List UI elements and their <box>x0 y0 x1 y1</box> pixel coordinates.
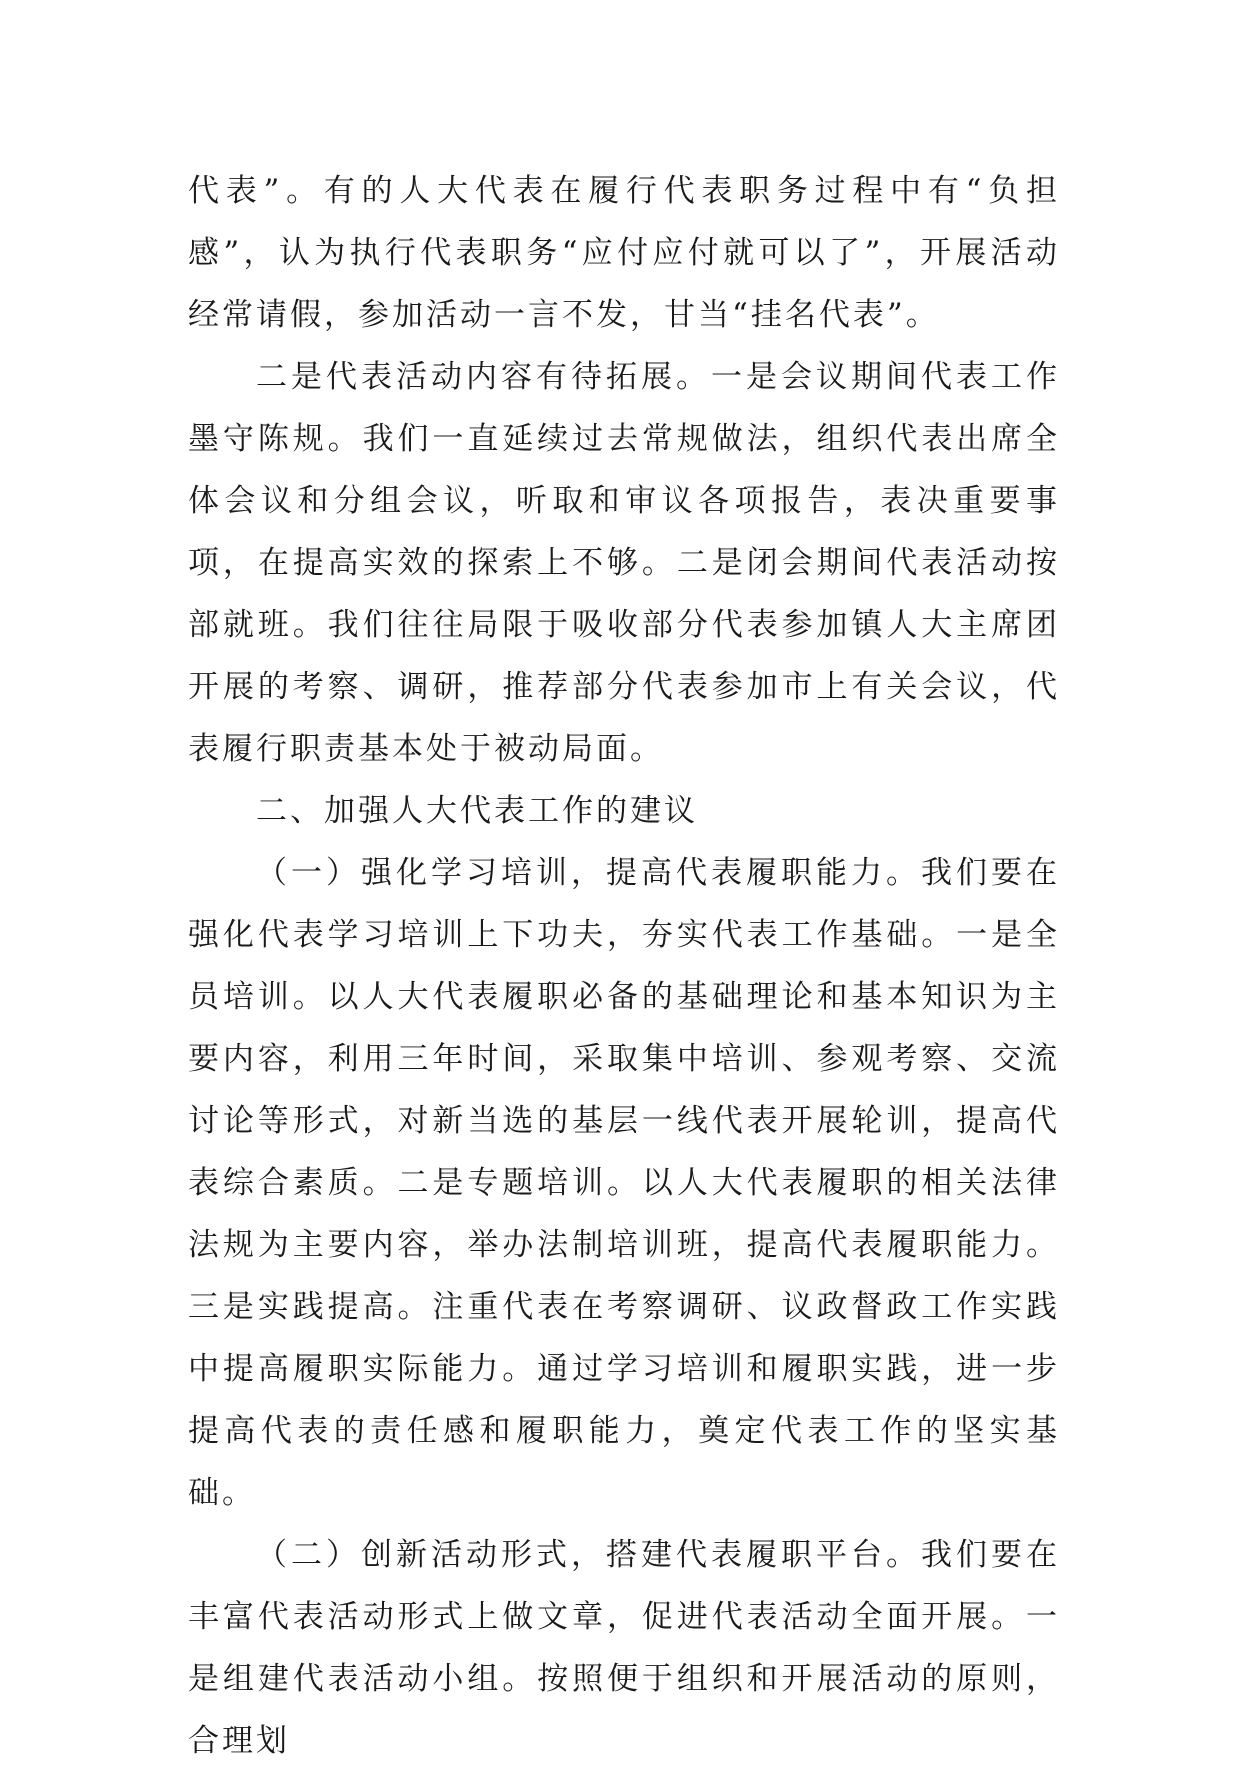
section-heading-suggestions: 二、加强人大代表工作的建议 <box>256 793 698 829</box>
paragraph-training: （一）强化学习培训，提高代表履职能力。我们要在强化代表学习培训上下功夫，夯实代表工作基础。一是全员培训。以人大代表履职必备的基础理论和基本知识为主要内容，利用三年时间，采取集中培训、参观考察、交流讨论等形式，对新当选的基层一线代表开展轮训，提高代表综合素质。二是专题培训。以人大代表履职的相关法律法规为主要内容，举办法制培训班，提高代表履职能力。三是实践提高。注重代表在考察调研、议政督政工作实践中提高履职实际能力。通过学习培训和履职实践，进一步提高代表的责任感和履职能力，奠定代表工作的坚实基础。 <box>188 855 1060 1511</box>
paragraph-innovation: （二）创新活动形式，搭建代表履职平台。我们要在丰富代表活动形式上做文章，促进代表活动全面开展。一是组建代表活动小组。按照便于组织和开展活动的原则，合理划 <box>188 1537 1060 1759</box>
document-body <box>188 160 1060 1772</box>
paragraph-activity-content: 二是代表活动内容有待拓展。一是会议期间代表工作墨守陈规。我们一直延续过去常规做法，组织代表出席全体会议和分组会议，听取和审议各项报告，表决重要事项，在提高实效的探索上不够。二是闭会期间代表活动按部就班。我们往往局限于吸收部分代表参加镇人大主席团开展的考察、调研，推荐部分代表参加市上有关会议，代表履行职责基本处于被动局面。 <box>188 359 1060 767</box>
paragraph-continuation: 代表”。有的人大代表在履行代表职务过程中有“负担感”，认为执行代表职务“应付应付就可以了”，开展活动经常请假，参加活动一言不发，甘当“挂名代表”。 <box>188 173 1060 333</box>
